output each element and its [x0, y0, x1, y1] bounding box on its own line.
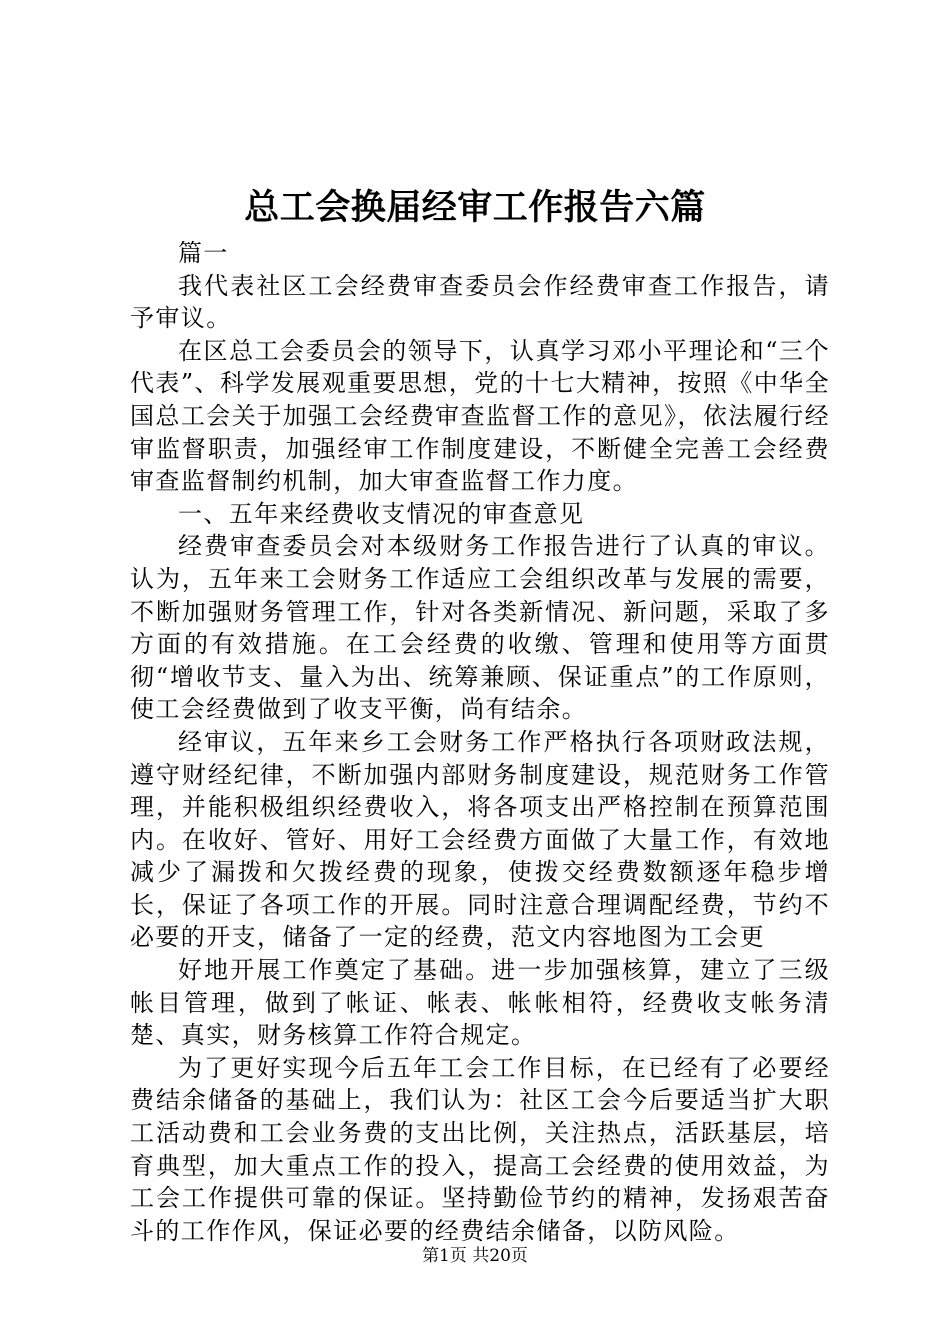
document-title: 总工会换届经审工作报告六篇: [244, 187, 706, 228]
paragraph-review-findings: 经审议，五年来乡工会财务工作严格执行各项财政法规，遵守财经纪律，不断加强内部财务制度建设，规范财务工作管理，并能积极组织经费收入，将各项支出严格控制在预算范围内。在收好、管好、用好工会经费方面做了大量工作，有效地减少了漏拨和欠拨经费的现象，使拨交经费数额逐年稳步增长，保证了各项工作的开展。同时注意合理调配经费，节约不必要的开支，储备了一定的经费，范文内容地图为工会更: [130, 727, 830, 952]
paragraph-accounting: 好地开展工作奠定了基础。进一步加强核算，建立了三级帐目管理，做到了帐证、帐表、帐帐相符，经费收支帐务清楚、真实，财务核算工作符合规定。: [130, 956, 830, 1050]
document-body: [130, 237, 830, 1247]
paragraph-leadership: 在区总工会委员会的领导下，认真学习邓小平理论和“三个代表”、科学发展观重要思想，党的十七大精神，按照《中华全国总工会关于加强工会经费审查监督工作的意见》，依法履行经审监督职责，加强经审工作制度建设，不断健全完善工会经费审查监督制约机制，加大审查监督工作力度。: [130, 336, 830, 496]
paragraph-intro: 我代表社区工会经费审查委员会作经费审查工作报告，请予审议。: [130, 271, 830, 333]
section-heading-review-opinion: 一、五年来经费收支情况的审查意见: [178, 499, 585, 528]
paragraph-future-goals: 为了更好实现今后五年工会工作目标，在已经有了必要经费结余储备的基础上，我们认为：社区工会今后要适当扩大职工活动费和工会业务费的支出比例，关注热点，活跃基层，培育典型，加大重点工作的投入，提高工会经费的使用效益，为工会工作提供可靠的保证。坚持勤俭节约的精神，发扬艰苦奋斗的工作作风，保证必要的经费结余储备，以防风险。: [130, 1053, 830, 1245]
section-heading-part-one: 篇一: [178, 239, 229, 267]
page-number: 第1页 共20页: [422, 1246, 528, 1266]
paragraph-finance-report: 经费审查委员会对本级财务工作报告进行了认真的审议。认为，五年来工会财务工作适应工会组织改革与发展的需要，不断加强财务管理工作，针对各类新情况、新问题，采取了多方面的有效措施。在工会经费的收缴、管理和使用等方面贯彻“增收节支、量入为出、统筹兼顾、保证重点”的工作原则，使工会经费做到了收支平衡，尚有结余。: [130, 532, 830, 724]
